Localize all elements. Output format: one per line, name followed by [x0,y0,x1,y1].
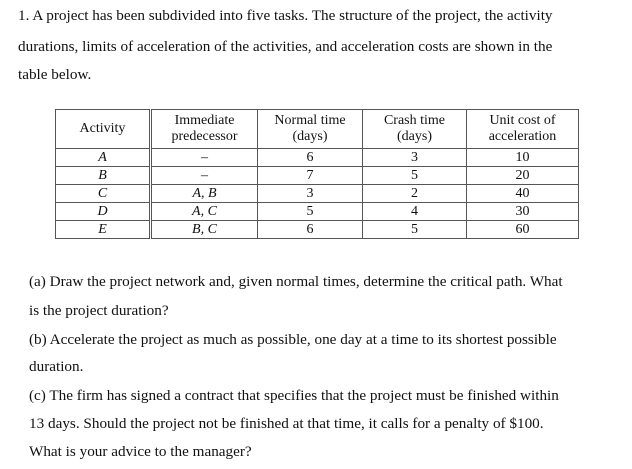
question-a-line-1: (a) Draw the project network and, given normal times, determine the critical path. What [29,273,563,290]
intro-line-3: table below. [18,66,92,83]
cell-activity: C [56,185,151,203]
table-row [56,185,579,203]
cell-unit-cost: 20 [467,167,579,185]
cell-crash-time: 5 [363,221,467,239]
cell-normal-time: 7 [258,167,363,185]
cell-crash-time: 4 [363,203,467,221]
header-predecessor: Immediate predecessor [151,110,258,149]
table-row [56,221,579,239]
header-unit-cost: Unit cost of acceleration [467,110,579,149]
intro-line-2: durations, limits of acceleration of the activities, and acceleration costs are shown in the [18,38,553,55]
cell-activity: B [56,167,151,185]
header-activity: Activity [56,110,151,149]
cell-unit-cost: 30 [467,203,579,221]
cell-normal-time: 6 [258,221,363,239]
table-row [56,203,579,221]
intro-line-1: 1. A project has been subdivided into five tasks. The structure of the project, the activity [18,7,553,24]
cell-normal-time: 5 [258,203,363,221]
cell-normal-time: 3 [258,185,363,203]
activity-table [55,109,579,239]
table-row [56,167,579,185]
cell-activity: A [56,149,151,167]
question-a-line-2: is the project duration? [29,302,169,319]
question-c-line-1: (c) The firm has signed a contract that specifies that the project must be finished within [29,387,559,404]
question-b-line-2: duration. [29,358,84,375]
cell-unit-cost: 10 [467,149,579,167]
cell-predecessor: – [151,167,258,185]
cell-unit-cost: 60 [467,221,579,239]
question-c-line-2: 13 days. Should the project not be finished at that time, it calls for a penalty of $100. [29,415,544,432]
cell-predecessor: A, B [151,185,258,203]
table-header-row [56,110,579,149]
cell-crash-time: 5 [363,167,467,185]
cell-predecessor: – [151,149,258,167]
cell-activity: D [56,203,151,221]
header-normal-time: Normal time (days) [258,110,363,149]
question-b-line-1: (b) Accelerate the project as much as possible, one day at a time to its shortest possible [29,331,557,348]
cell-activity: E [56,221,151,239]
question-c-line-3: What is your advice to the manager? [29,443,252,460]
cell-predecessor: B, C [151,221,258,239]
cell-crash-time: 2 [363,185,467,203]
header-crash-time: Crash time (days) [363,110,467,149]
cell-predecessor: A, C [151,203,258,221]
cell-normal-time: 6 [258,149,363,167]
cell-unit-cost: 40 [467,185,579,203]
table-row [56,149,579,167]
cell-crash-time: 3 [363,149,467,167]
